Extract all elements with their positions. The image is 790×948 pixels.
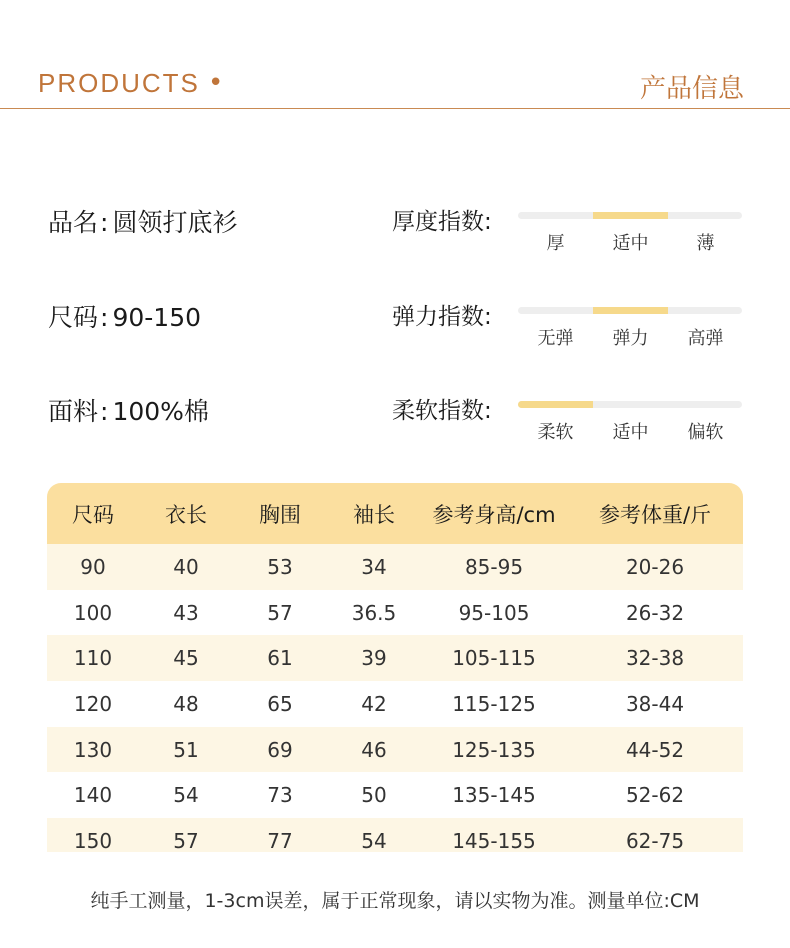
size-chart xyxy=(47,483,743,852)
elasticity-option: 无弹 xyxy=(537,328,574,349)
table-cell: 50 xyxy=(361,783,387,808)
table-header-row xyxy=(47,483,743,544)
table-cell: 95-105 xyxy=(458,600,530,625)
measurement-note: 纯手工测量，1-3cm误差，属于正常现象，请以实物为准。测量单位:CM xyxy=(90,890,700,912)
softness-option: 偏软 xyxy=(687,422,724,443)
table-row xyxy=(47,544,743,590)
column-header: 参考身高/cm xyxy=(432,502,556,527)
info-size-sep: : xyxy=(100,303,109,332)
info-size-label: 尺码 xyxy=(48,303,99,332)
elasticity-option: 高弹 xyxy=(687,328,724,349)
table-cell: 69 xyxy=(267,737,293,762)
info-size-row xyxy=(48,298,201,334)
table-cell: 77 xyxy=(267,828,293,852)
table-cell: 57 xyxy=(173,828,199,852)
elasticity-option: 弹力 xyxy=(612,328,649,349)
table-cell: 54 xyxy=(361,828,387,852)
table-cell: 34 xyxy=(361,554,387,579)
table-cell: 125-135 xyxy=(452,737,536,762)
table-cell: 36.5 xyxy=(351,600,397,625)
info-size-value: 90-150 xyxy=(112,303,202,332)
table-cell: 73 xyxy=(267,783,293,808)
table-cell: 130 xyxy=(73,737,113,762)
softness-option: 适中 xyxy=(612,422,649,443)
page-header xyxy=(0,0,790,110)
table-row xyxy=(47,681,743,727)
table-cell: 135-145 xyxy=(452,783,536,808)
column-header: 参考体重/斤 xyxy=(598,502,712,527)
info-fabric-value: 100%棉 xyxy=(112,397,209,426)
table-cell: 20-26 xyxy=(625,554,685,579)
column-header: 胸围 xyxy=(259,502,301,527)
softness-index-highlight xyxy=(518,401,593,408)
table-cell: 150 xyxy=(73,828,113,852)
table-row xyxy=(47,772,743,818)
table-cell: 39 xyxy=(361,646,387,671)
column-header: 袖长 xyxy=(353,502,395,527)
table-row xyxy=(47,635,743,681)
table-row xyxy=(47,727,743,773)
size-table xyxy=(47,483,743,852)
table-cell: 110 xyxy=(73,646,113,671)
thickness-option: 薄 xyxy=(696,233,715,254)
info-name-row xyxy=(48,203,237,239)
softness-index xyxy=(392,392,747,452)
info-name-sep: : xyxy=(100,208,109,237)
table-cell: 38-44 xyxy=(625,691,685,716)
thickness-index-highlight xyxy=(593,212,668,219)
thickness-index-track xyxy=(518,212,742,219)
table-cell: 32-38 xyxy=(625,646,685,671)
header-dot: • xyxy=(208,68,224,98)
thickness-option: 厚 xyxy=(546,233,565,254)
table-cell: 43 xyxy=(173,600,199,625)
table-cell: 54 xyxy=(173,783,199,808)
table-row xyxy=(47,590,743,636)
table-cell: 120 xyxy=(73,691,113,716)
softness-index-track xyxy=(518,401,742,408)
thickness-index-label: 厚度指数: xyxy=(392,209,492,235)
table-cell: 105-115 xyxy=(452,646,536,671)
thickness-option: 适中 xyxy=(612,233,649,254)
table-row xyxy=(47,818,743,852)
table-cell: 65 xyxy=(267,691,293,716)
header-product-info-title: 产品信息 xyxy=(639,74,744,104)
info-fabric-row xyxy=(48,392,209,428)
softness-option: 柔软 xyxy=(537,422,574,443)
table-cell: 40 xyxy=(173,554,199,579)
table-cell: 51 xyxy=(173,737,199,762)
info-name-label: 品名 xyxy=(48,208,99,237)
table-cell: 45 xyxy=(173,646,199,671)
table-cell: 140 xyxy=(73,783,113,808)
table-cell: 90 xyxy=(80,554,106,579)
table-cell: 46 xyxy=(361,737,387,762)
table-cell: 145-155 xyxy=(452,828,536,852)
header-products-label: PRODUCTS xyxy=(38,68,200,98)
elasticity-index xyxy=(392,298,747,358)
table-cell: 100 xyxy=(73,600,113,625)
table-cell: 85-95 xyxy=(464,554,524,579)
info-name-value: 圆领打底衫 xyxy=(112,208,238,237)
header-divider xyxy=(0,108,790,109)
table-cell: 48 xyxy=(173,691,199,716)
table-cell: 42 xyxy=(361,691,387,716)
info-fabric-label: 面料 xyxy=(48,397,99,426)
table-cell: 62-75 xyxy=(625,828,685,852)
table-cell: 44-52 xyxy=(625,737,685,762)
table-body xyxy=(47,544,743,852)
table-cell: 52-62 xyxy=(625,783,685,808)
elasticity-index-label: 弹力指数: xyxy=(392,304,492,330)
elasticity-index-track xyxy=(518,307,742,314)
table-cell: 53 xyxy=(267,554,293,579)
thickness-index xyxy=(392,203,747,263)
table-cell: 61 xyxy=(267,646,293,671)
table-cell: 115-125 xyxy=(452,691,536,716)
column-header: 衣长 xyxy=(165,502,207,527)
column-header: 尺码 xyxy=(72,502,114,527)
elasticity-index-highlight xyxy=(593,307,668,314)
info-fabric-sep: : xyxy=(100,397,109,426)
table-cell: 26-32 xyxy=(625,600,685,625)
table-cell: 57 xyxy=(267,600,293,625)
softness-index-label: 柔软指数: xyxy=(392,398,492,424)
